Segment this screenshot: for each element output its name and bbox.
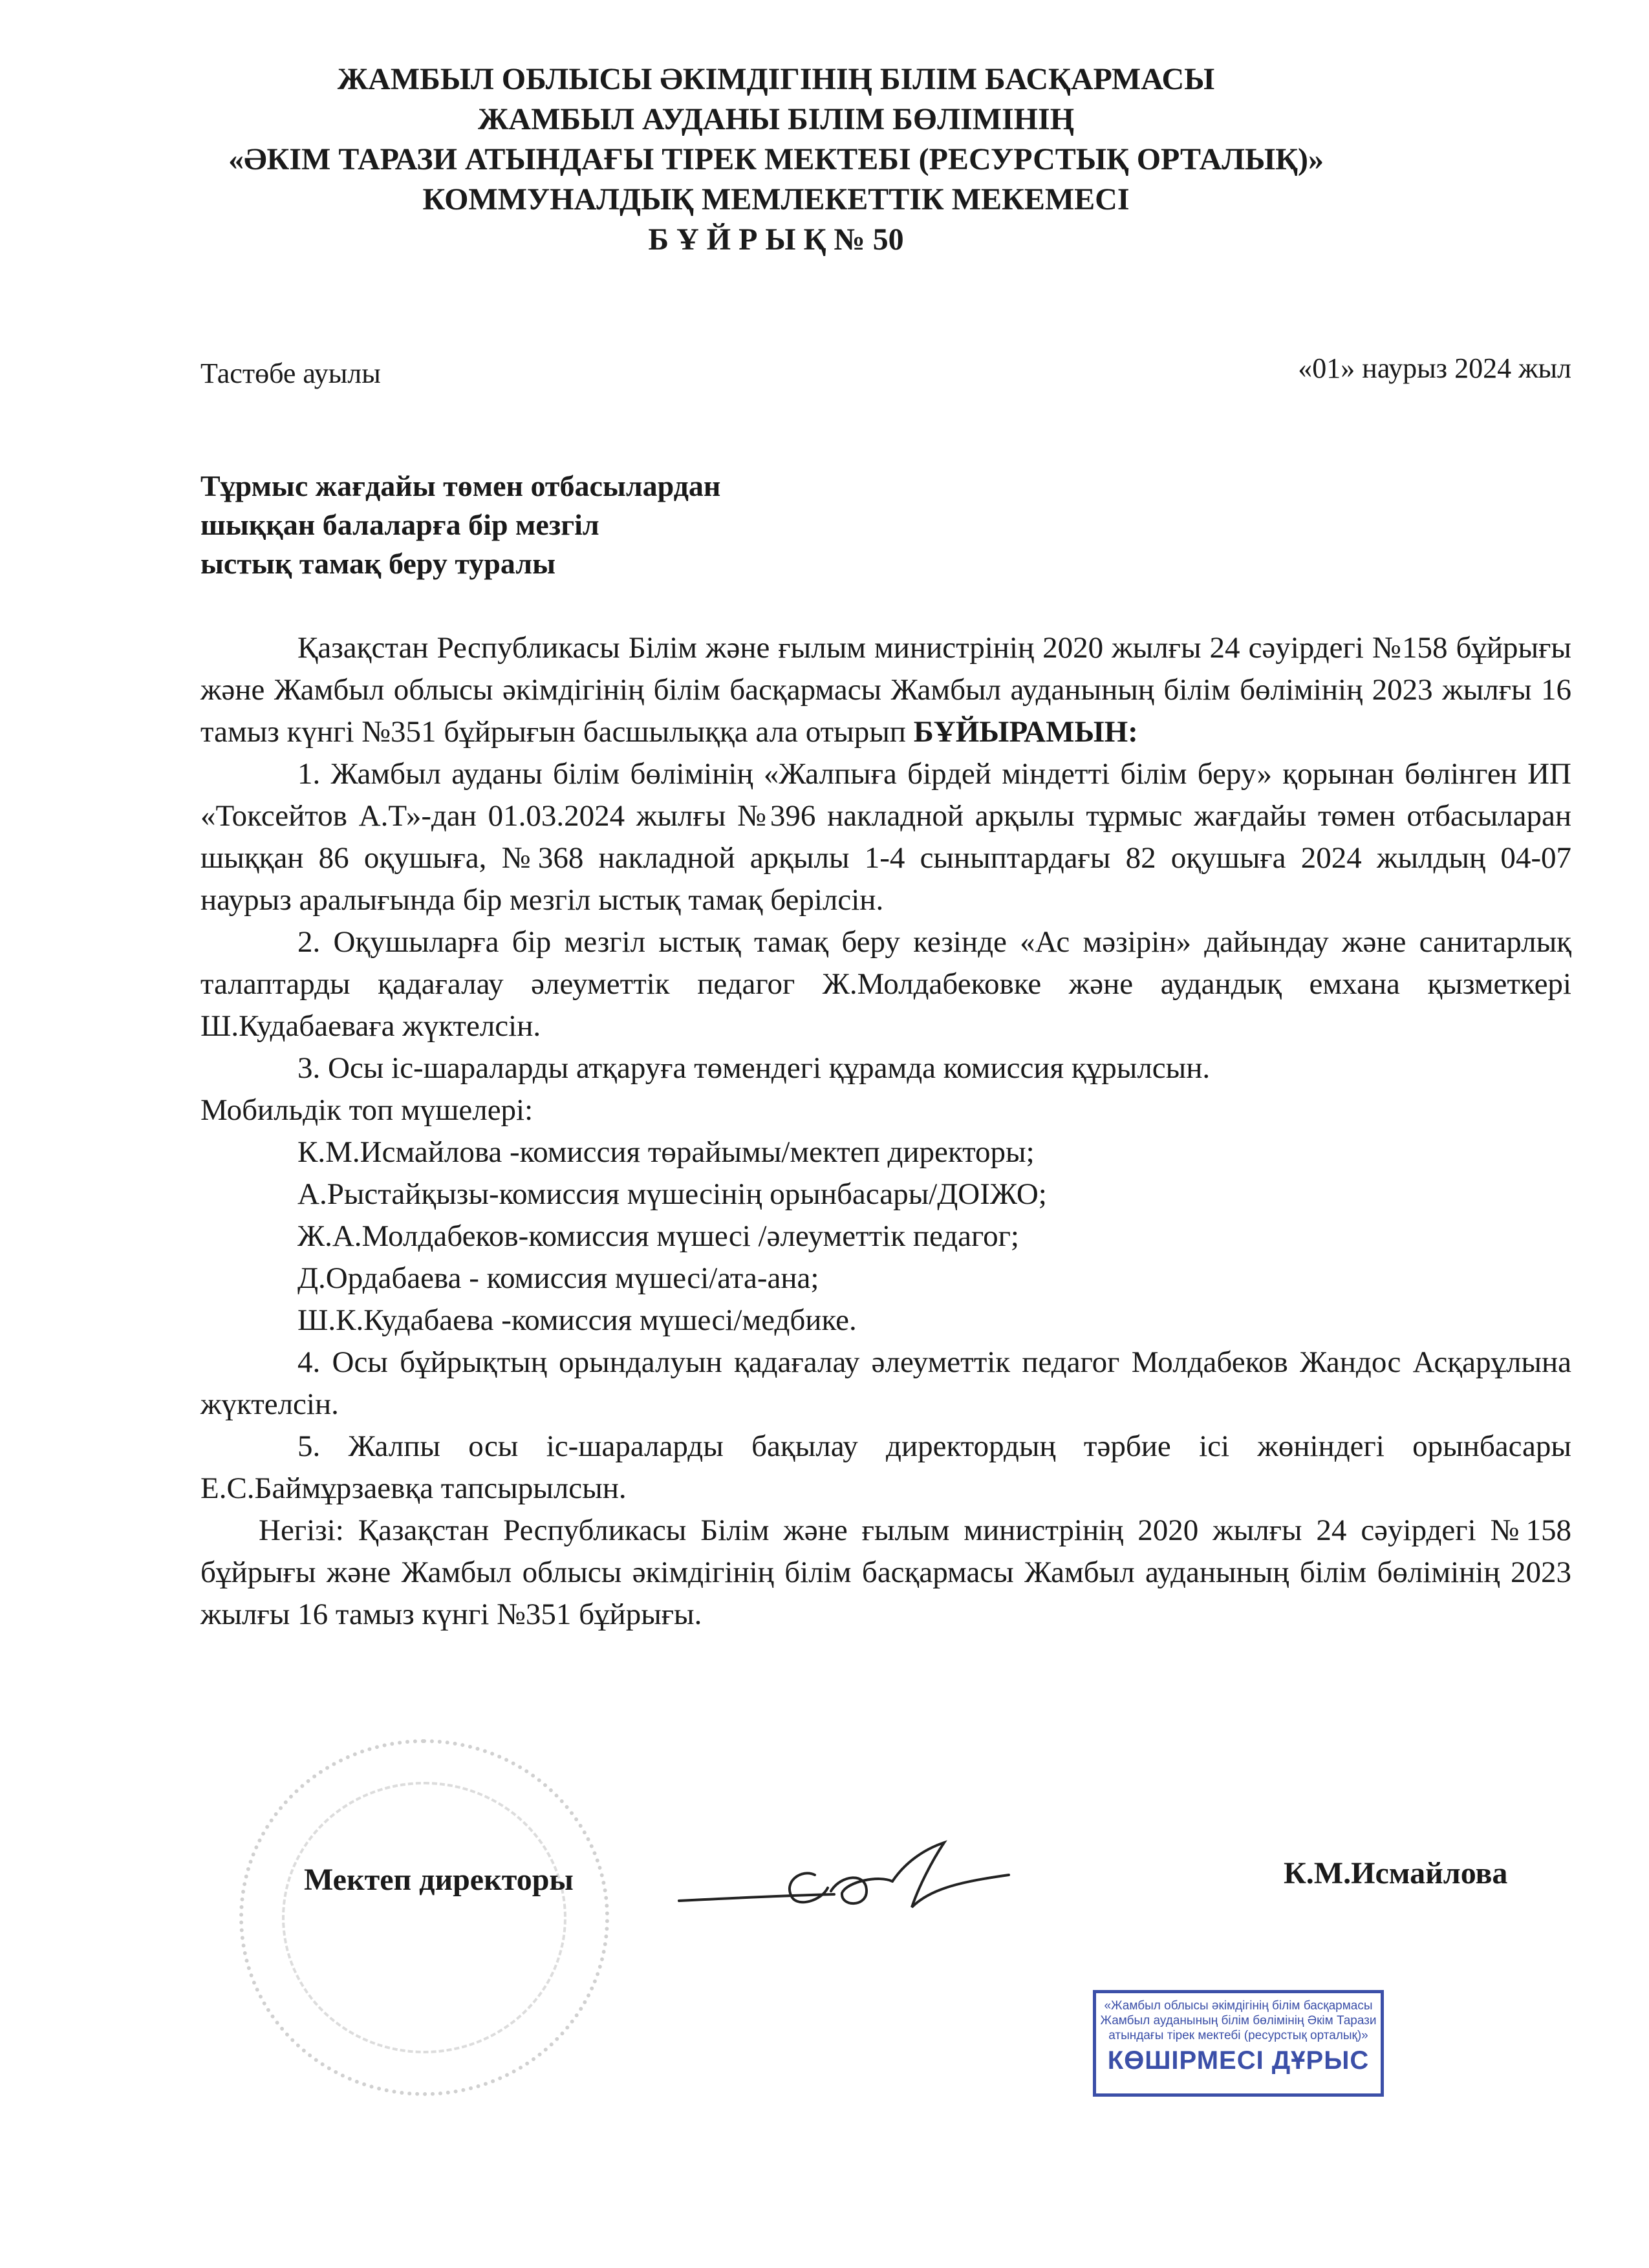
header-line-2: ЖАМБЫЛ АУДАНЫ БІЛІМ БӨЛІМІНІҢ	[477, 102, 1075, 136]
item-5: 5. Жалпы осы іс-шараларды бақылау директордың тәрбие ісі жөніндегі орынбасары Е.С.Баймұрзаевқа тапсырылсын.	[200, 1429, 1571, 1505]
stamp-title: КӨШІРМЕСІ ДҰРЫС	[1107, 2046, 1370, 2075]
order-body	[200, 627, 1571, 1636]
order-word: БҰЙЫРАМЫН:	[913, 715, 1138, 749]
group-label: Мобильдік топ мүшелері:	[200, 1093, 534, 1127]
subject-line-2: шыққан балаларға бір мезгіл	[200, 508, 599, 541]
subject-line-3: ыстық тамақ беру туралы	[200, 547, 556, 580]
signatory-name: К.М.Исмайлова	[1284, 1856, 1508, 1890]
header-line-1: ЖАМБЫЛ ОБЛЫСЫ ӘКІМДІГІНІҢ БІЛІМ БАСҚАРМАСЫ	[337, 62, 1215, 96]
stamp-text: «Жамбыл облысы әкімдігінің білім басқармасы Жамбыл ауданының білім бөлімінің Әкім Тарази атындағы тірек мектебі (ресурстық орталық)»	[1100, 1999, 1377, 2042]
member-item: А.Рыстайқызы-комиссия мүшесінің орынбасары/ДОІЖО;	[297, 1177, 1047, 1211]
item-1: 1. Жамбыл ауданы білім бөлімінің «Жалпыға бірдей міндетті білім беру» қорынан бөлінген ИП «Токсейтов А.Т»-дан 01.03.2024 жылғы №396 накладной арқылы тұрмыс жағдайы төмен отбасыларан шыққан 86 оқушыға, №368 накладной арқылы 1-4 сыныптардағы 82 оқушыға 2024 жылдың 04-07 наурыз аралығында бір мезгіл ыстық тамақ берілсін.	[200, 757, 1571, 917]
place: Тастөбе ауылы	[200, 358, 381, 389]
handwritten-signature	[673, 1836, 1022, 1927]
certified-copy-stamp	[1093, 1990, 1384, 2097]
signature-block	[0, 1836, 1649, 1965]
item-4: 4. Осы бұйрықтың орындалуын қадағалау әлеуметтік педагог Молдабеков Жандос Асқарұлына жүктелсін.	[200, 1345, 1571, 1421]
intro-paragraph	[200, 627, 1571, 753]
member-item: К.М.Исмайлова -комиссия төрайымы/мектеп директоры;	[297, 1135, 1035, 1169]
date: «01» наурыз 2024 жыл	[1298, 352, 1571, 384]
member-item: Ж.А.Молдабеков-комиссия мүшесі /әлеуметтік педагог;	[297, 1219, 1019, 1253]
basis-paragraph: Негізі: Қазақстан Республикасы Білім және ғылым министрінің 2020 жылғы 24 сәуірдегі №158 бұйрығы және Жамбыл облысы әкімдігінің білім басқармасы Жамбыл ауданының білім бөлімінің 2023 жылғы 16 тамыз күнгі №351 бұйрығы.	[200, 1514, 1571, 1631]
order-subject	[200, 467, 720, 583]
member-item: Ш.К.Кудабаева -комиссия мүшесі/медбике.	[297, 1303, 857, 1337]
order-number: Б Ұ Й Р Ы Қ № 50	[648, 222, 904, 257]
header-line-4: КОММУНАЛДЫҚ МЕМЛЕКЕТТІК МЕКЕМЕСІ	[422, 182, 1130, 217]
item-2: 2. Оқушыларға бір мезгіл ыстық тамақ беру кезінде «Ас мәзірін» дайындау және санитарлық талаптарды қадағалау әлеуметтік педагог Ж.Молдабековке және аудандық емхана қызметкері Ш.Кудабаеваға жүктелсін.	[200, 925, 1571, 1043]
item-3: 3. Осы іс-шараларды атқаруға төмендегі құрамда комиссия құрылсын.	[297, 1051, 1211, 1085]
subject-line-1: Тұрмыс жағдайы төмен отбасылардан	[200, 469, 721, 502]
document-header	[194, 59, 1358, 260]
member-item: Д.Ордабаева - комиссия мүшесі/ата-ана;	[297, 1261, 819, 1295]
header-line-3: «ӘКІМ ТАРАЗИ АТЫНДАҒЫ ТІРЕК МЕКТЕБІ (РЕСУРСТЫҚ ОРТАЛЫҚ)»	[228, 142, 1324, 177]
member-list	[200, 1131, 1571, 1342]
intro-text: Қазақстан Республикасы Білім және ғылым министрінің 2020 жылғы 24 сәуірдегі №158 бұйрығы және Жамбыл облысы әкімдігінің білім басқармасы Жамбыл ауданының білім бөлімінің 2023 жылғы 16 тамыз күнгі №351 бұйрығын басшылыққа ала отырып	[200, 631, 1571, 749]
signatory-title: Мектеп директоры	[304, 1863, 574, 1897]
